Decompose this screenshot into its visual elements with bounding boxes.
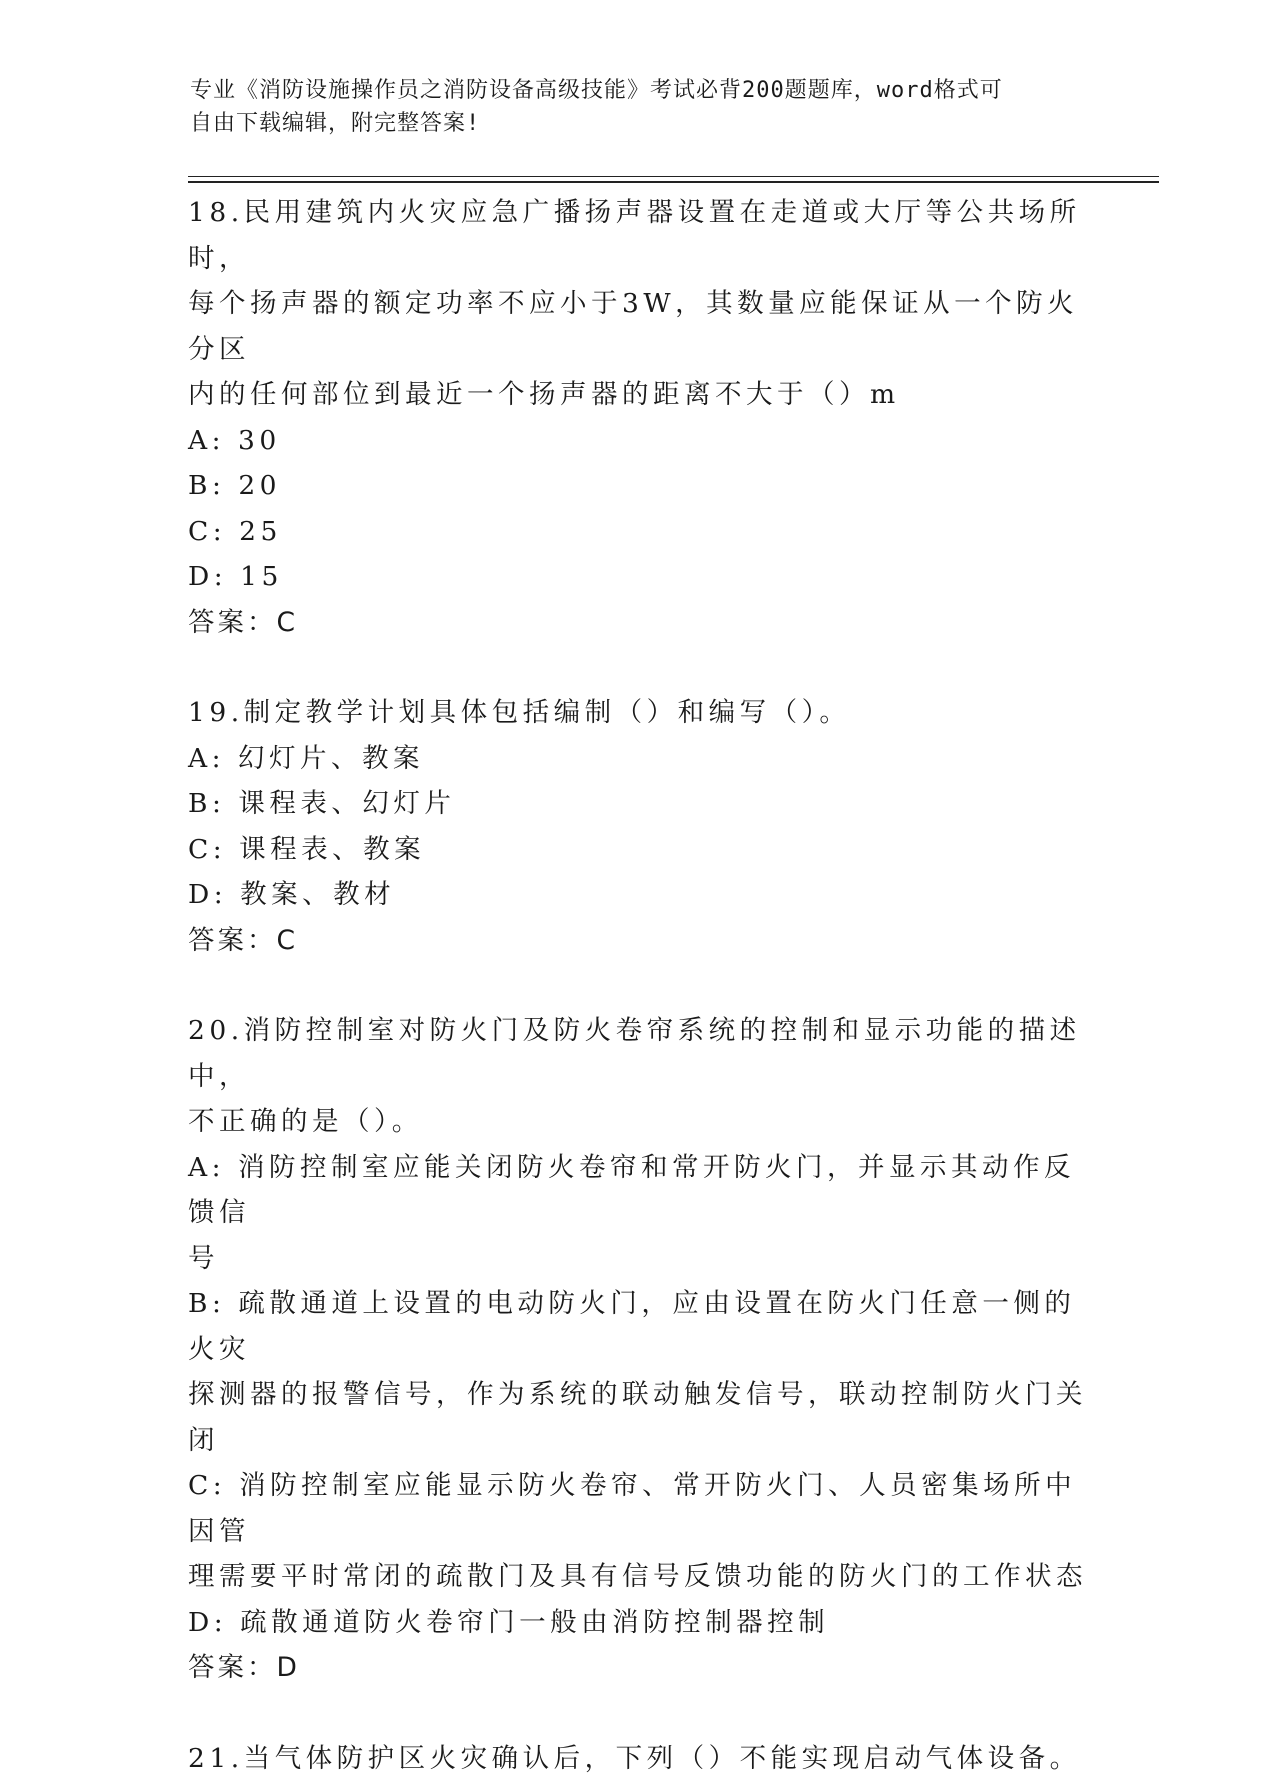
answer-label: 答案：D	[188, 1645, 1088, 1691]
spacer	[188, 645, 1088, 690]
question-stem: 20.消防控制室对防火门及防火卷帘系统的控制和显示功能的描述中，	[188, 1008, 1088, 1099]
question-20	[188, 1008, 1088, 1691]
question-18	[188, 190, 1088, 645]
question-stem: 内的任何部位到最近一个扬声器的距离不大于（）m	[188, 372, 1088, 418]
option-c: C: 25	[188, 509, 1088, 555]
question-stem: 不正确的是（）。	[188, 1099, 1088, 1145]
option-a: A: 幻灯片、教案	[188, 736, 1088, 782]
document-header	[190, 74, 1070, 140]
option-d: D: 疏散通道防火卷帘门一般由消防控制器控制	[188, 1600, 1088, 1646]
option-b: B: 疏散通道上设置的电动防火门，应由设置在防火门任意一侧的火灾	[188, 1281, 1088, 1372]
answer-label: 答案：C	[188, 600, 1088, 646]
option-a: A: 消防控制室应能关闭防火卷帘和常开防火门，并显示其动作反馈信	[188, 1145, 1088, 1236]
question-21	[188, 1736, 1088, 1781]
header-divider-thick	[188, 181, 1159, 183]
question-stem: 18.民用建筑内火灾应急广播扬声器设置在走道或大厅等公共场所时，	[188, 190, 1088, 281]
question-list	[188, 190, 1088, 1781]
header-line-2: 自由下载编辑，附完整答案!	[190, 107, 1070, 140]
option-a-continued: 号	[188, 1236, 1088, 1282]
option-b-continued: 探测器的报警信号，作为系统的联动触发信号，联动控制防火门关闭	[188, 1372, 1088, 1463]
option-c-continued: 理需要平时常闭的疏散门及具有信号反馈功能的防火门的工作状态	[188, 1554, 1088, 1600]
option-d: D: 15	[188, 554, 1088, 600]
question-stem: 21.当气体防护区火灾确认后，下列（）不能实现启动气体设备。	[188, 1736, 1088, 1781]
question-stem: 19.制定教学计划具体包括编制（）和编写（）。	[188, 690, 1088, 736]
option-a: A: 30	[188, 418, 1088, 464]
header-divider-thin	[188, 176, 1159, 177]
question-19	[188, 690, 1088, 963]
spacer	[188, 1691, 1088, 1736]
option-b: B: 课程表、幻灯片	[188, 781, 1088, 827]
option-d: D: 教案、教材	[188, 872, 1088, 918]
question-stem: 每个扬声器的额定功率不应小于3W，其数量应能保证从一个防火分区	[188, 281, 1088, 372]
option-b: B: 20	[188, 463, 1088, 509]
option-c: C: 课程表、教案	[188, 827, 1088, 873]
option-c: C: 消防控制室应能显示防火卷帘、常开防火门、人员密集场所中因管	[188, 1463, 1088, 1554]
header-line-1: 专业《消防设施操作员之消防设备高级技能》考试必背200题题库，word格式可	[190, 74, 1070, 107]
spacer	[188, 963, 1088, 1008]
answer-label: 答案：C	[188, 918, 1088, 964]
